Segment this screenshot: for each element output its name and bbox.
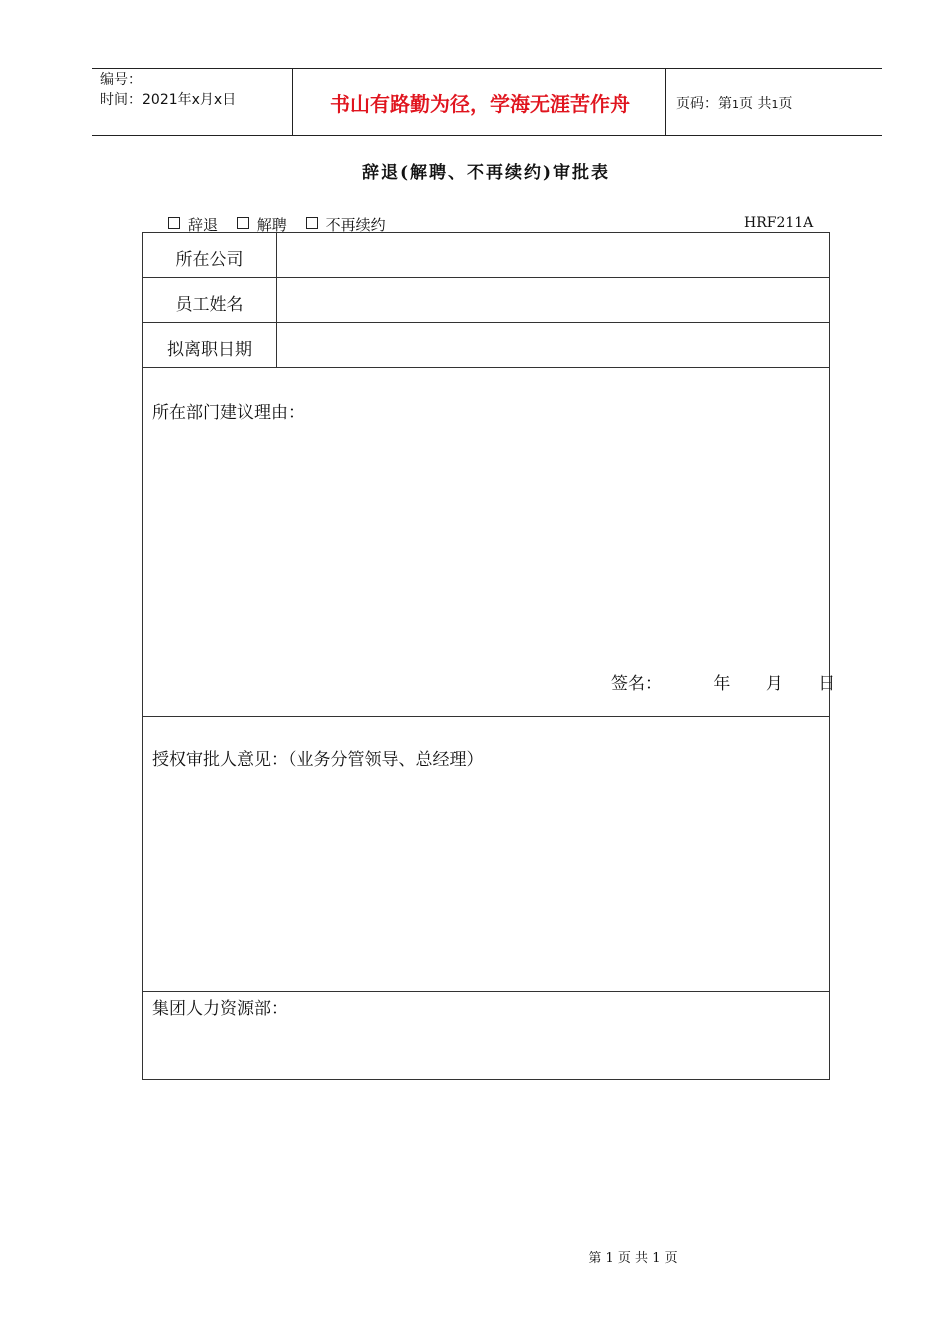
month-label: 月	[765, 674, 783, 694]
group-hr-label: 集团人力资源部：	[152, 999, 288, 1019]
section-divider	[143, 991, 829, 992]
checkbox-icon[interactable]	[306, 217, 318, 229]
leave-date-label: 拟离职日期	[167, 340, 252, 360]
row-divider	[143, 277, 829, 278]
sign-label: 签名：	[611, 674, 662, 694]
header-divider-left	[292, 68, 293, 135]
page-mid: 页 共	[739, 96, 772, 112]
label-column-divider	[276, 233, 277, 367]
header-top-border	[92, 68, 882, 69]
header-page-info	[676, 93, 876, 113]
row-divider	[143, 322, 829, 323]
employee-name-label: 员工姓名	[175, 295, 244, 315]
page-current: 1	[732, 98, 739, 111]
form-title: 辞退(解聘、不再续约)审批表	[361, 163, 611, 183]
year-label: 年	[713, 674, 731, 694]
page-total: 1	[771, 98, 779, 111]
page-prefix: 页码：第	[676, 96, 732, 112]
form-code: HRF211A	[744, 215, 814, 231]
day-label: 日	[818, 674, 836, 694]
option-label: 解聘	[256, 216, 287, 234]
approval-form-table	[142, 232, 836, 1080]
number-label: 编号：	[100, 72, 142, 88]
signature-line	[611, 669, 835, 694]
footer-page-number: 第 1 页 共 1 页	[588, 1251, 678, 1266]
approver-opinion-label: 授权审批人意见：（业务分管领导、总经理）	[152, 750, 484, 770]
time-label: 时间：2021年x月x日	[100, 92, 237, 108]
dept-reason-label: 所在部门建议理由：	[152, 403, 305, 423]
checkbox-icon[interactable]	[168, 217, 180, 229]
option-label: 辞退	[188, 216, 219, 234]
page-suffix: 页	[778, 96, 793, 112]
header-bottom-border	[92, 135, 882, 136]
checkbox-icon[interactable]	[237, 217, 249, 229]
company-label: 所在公司	[175, 250, 244, 270]
header-meta	[100, 70, 290, 110]
row-divider	[143, 367, 829, 368]
option-label: 不再续约	[325, 216, 386, 234]
header-slogan: 书山有路勤为径，学海无涯苦作舟	[330, 92, 630, 116]
section-divider	[143, 716, 829, 717]
